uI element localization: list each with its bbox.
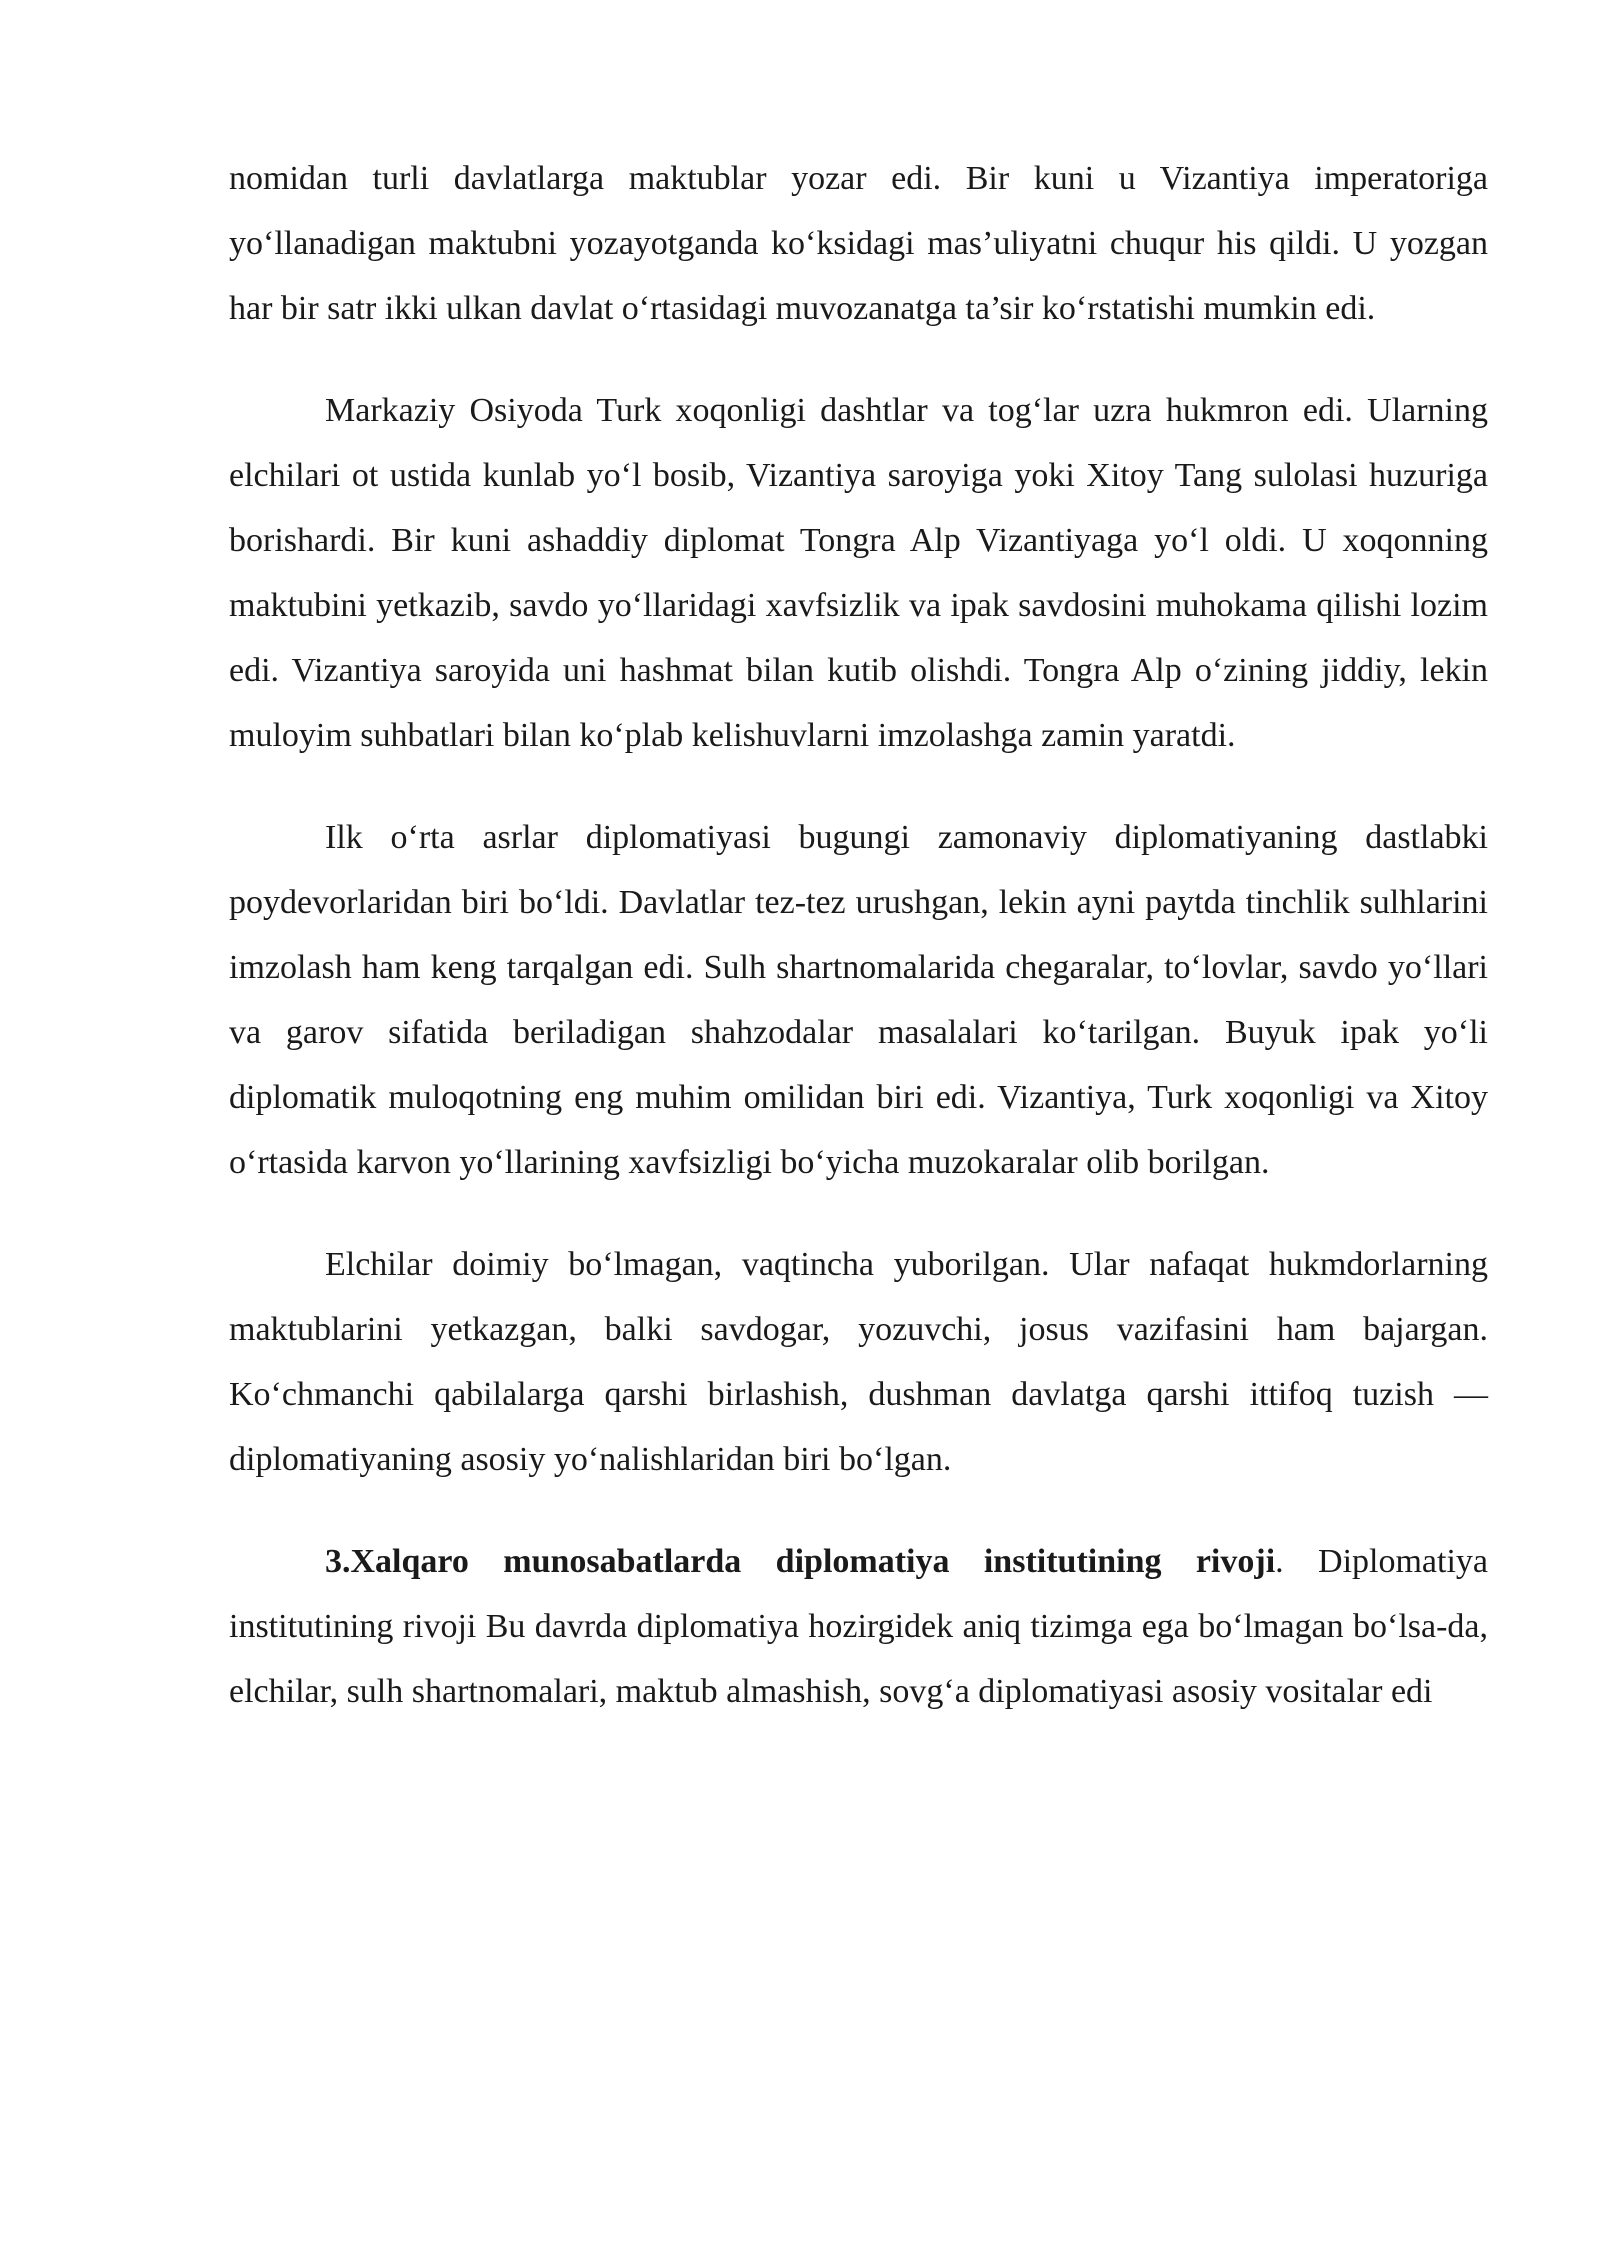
section-body: . Diplomatiya institutining rivoji Bu davrda diplomatiya hozirgidek aniq tizimga ega bo‘lmagan bo‘lsa-da, elchilar, sulh shartnomalari, maktub almashish, sovg‘a diplomatiyasi asosiy vositalar edi xyxy=(229,1543,1488,1710)
text-column xyxy=(229,146,1488,1724)
section-heading: 3.Xalqaro munosabatlarda diplomatiya institutining rivoji xyxy=(325,1543,1276,1580)
paragraph-turk-khaganate: Markaziy Osiyoda Turk xoqonligi dashtlar va tog‘lar uzra hukmron edi. Ularning elchilari ot ustida kunlab yo‘l bosib, Vizantiya saroyiga yoki Xitoy Tang sulolasi huzuriga borishardi. Bir kuni ashaddiy diplomat Tongra Alp Vizantiyaga yo‘l oldi. U xoqonning maktubini yetkazib, savdo yo‘llaridagi xavfsizlik va ipak savdosini muhokama qilishi lozim edi. Vizantiya saroyida uni hashmat bilan kutib olishdi. Tongra Alp o‘zining jiddiy, lekin muloyim suhbatlari bilan ko‘plab kelishuvlarni imzolashga zamin yaratdi. xyxy=(229,392,1488,754)
paragraph-continuation: nomidan turli davlatlarga maktublar yozar edi. Bir kuni u Vizantiya imperatoriga yo‘llanadigan maktubni yozayotganda ko‘ksidagi mas’uliyatni chuqur his qildi. U yozgan har bir satr ikki ulkan davlat o‘rtasidagi muvozanatga ta’sir ko‘rstatishi mumkin edi. xyxy=(229,160,1488,327)
paragraph-early-medieval-diplomacy: Ilk o‘rta asrlar diplomatiyasi bugungi zamonaviy diplomatiyaning dastlabki poydevorlaridan biri bo‘ldi. Davlatlar tez-tez urushgan, lekin ayni paytda tinchlik sulhlarini imzolash ham keng tarqalgan edi. Sulh shartnomalarida chegaralar, to‘lovlar, savdo yo‘llari va garov sifatida beriladigan shahzodalar masalalari ko‘tarilgan. Buyuk ipak yo‘li diplomatik muloqotning eng muhim omilidan biri edi. Vizantiya, Turk xoqonligi va Xitoy o‘rtasida karvon yo‘llarining xavfsizligi bo‘yicha muzokaralar olib borilgan. xyxy=(229,819,1488,1181)
section-paragraph xyxy=(229,1529,1488,1724)
paragraph-envoys: Elchilar doimiy bo‘lmagan, vaqtincha yuborilgan. Ular nafaqat hukmdorlarning maktublarini yetkazgan, balki savdogar, yozuvchi, josus vazifasini ham bajargan. Ko‘chmanchi qabilalarga qarshi birlashish, dushman davlatga qarshi ittifoq tuzish — diplomatiyaning asosiy yo‘nalishlaridan biri bo‘lgan. xyxy=(229,1246,1488,1478)
